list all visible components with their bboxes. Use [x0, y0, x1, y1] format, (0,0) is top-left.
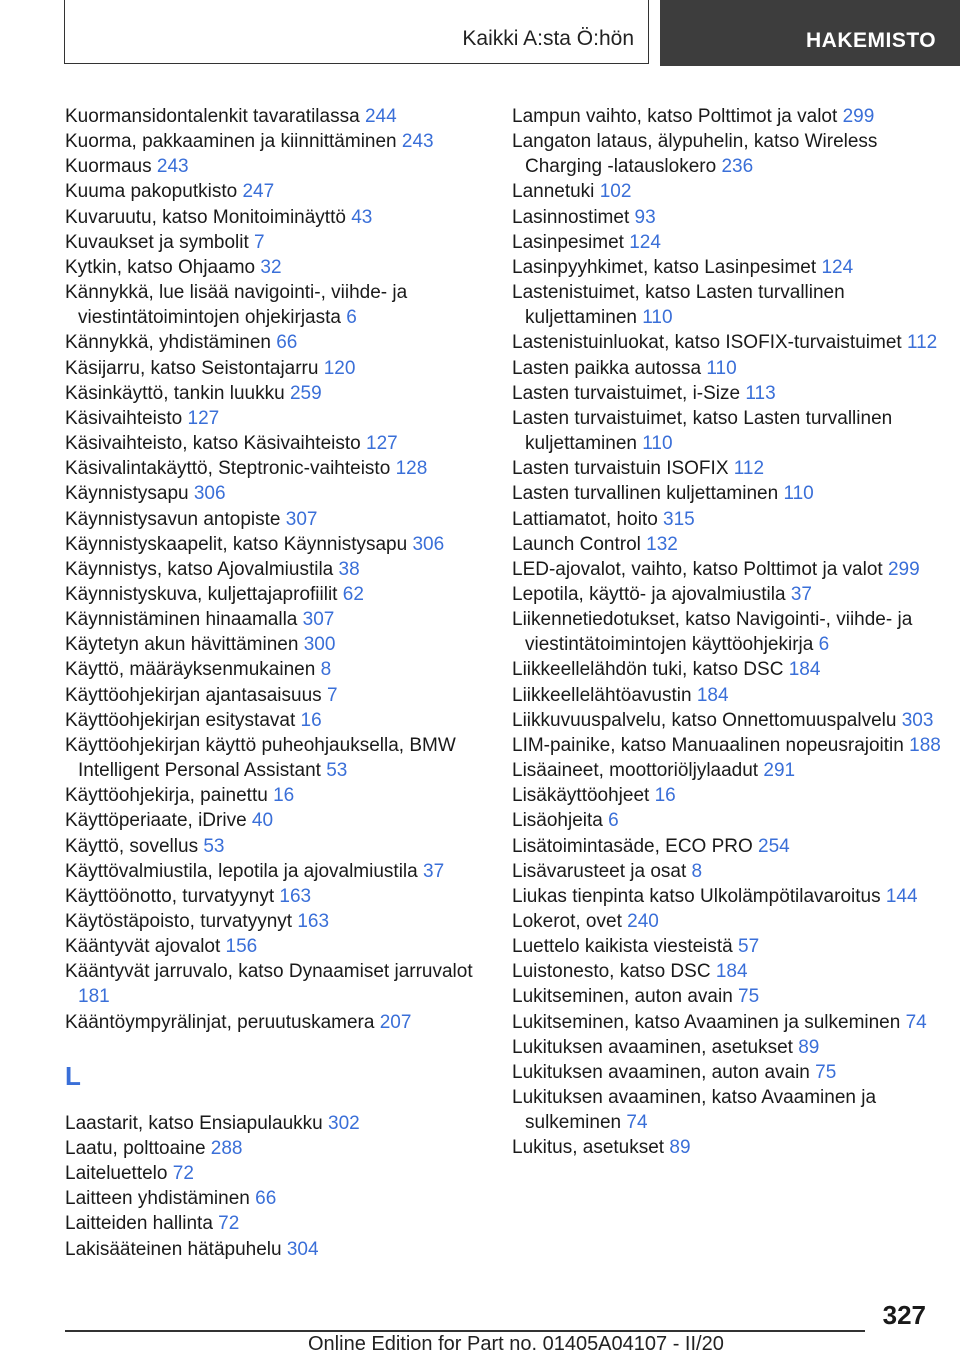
index-entry-term: Luettelo kaikista viesteistä: [512, 936, 739, 958]
index-entry-term: Kuuma pakoputkisto: [65, 181, 243, 203]
index-entry: [65, 280, 495, 330]
index-entry-term: Käyttöperiaate, iDrive: [65, 810, 252, 832]
index-entry-term: Kytkin, katso Ohjaamo: [65, 256, 261, 278]
index-entry: [65, 1211, 495, 1236]
page-reference-link[interactable]: 163: [279, 885, 312, 907]
page-reference-link[interactable]: 156: [225, 936, 258, 958]
index-entry-term: Käyttövalmiustila, lepotila ja ajovalmiustila: [65, 860, 423, 882]
page-reference-link[interactable]: 244: [364, 106, 397, 127]
index-entry-term: Käynnistys, katso Ajovalmiustila: [65, 558, 339, 580]
page-reference-link[interactable]: 240: [627, 911, 659, 932]
index-entry-term: Lukitseminen, katso Avaaminen ja sulkeminen: [512, 1011, 906, 1033]
index-entry-term: Käsivalintakäyttö, Steptronic-vaihteisto: [65, 458, 396, 480]
index-entry-term: Lisäkäyttöohjeet: [512, 785, 655, 807]
page-reference-link[interactable]: 184: [696, 684, 729, 706]
index-entry: [65, 1161, 495, 1186]
index-entry: [65, 884, 495, 909]
index-entry-term: Lampun vaihto, katso Polttimot ja valot: [512, 106, 843, 127]
page-reference-link[interactable]: 110: [783, 483, 814, 505]
page-reference-link[interactable]: 307: [302, 609, 335, 631]
index-entry: [65, 330, 495, 355]
index-entry-term: Lisätoimintasäde, ECO PRO: [512, 835, 759, 857]
index-entry-term: Käyttöohjekirja, painettu: [65, 785, 274, 807]
index-entry-term: Käynnistäminen hinaamalla: [65, 609, 303, 631]
index-entry: [512, 205, 942, 230]
index-entry-term: Käyttöohjekirjan esitystavat: [65, 709, 301, 731]
index-entry-term: Laatu, polttoaine: [65, 1137, 211, 1159]
index-entry-term: LED-ajovalot, vaihto, katso Polttimot ja valot: [512, 558, 888, 580]
index-entry-term: Langaton lataus, älypuhelin, katso Wireless Charging -latauslokero: [512, 131, 878, 178]
index-entry: [65, 632, 495, 657]
page-reference-link[interactable]: 75: [738, 986, 760, 1008]
index-entry: [512, 406, 942, 456]
page-reference-link[interactable]: 124: [629, 231, 661, 253]
page-reference-link[interactable]: 53: [203, 835, 225, 857]
index-entry-term: Kääntöympyrälinjat, peruutuskamera: [65, 1011, 380, 1033]
page-reference-link[interactable]: 163: [297, 911, 330, 932]
index-entry: [65, 406, 495, 431]
index-entry-term: Lasten turvaistuimet, i-Size: [512, 382, 746, 404]
index-entry-term: Lukituksen avaaminen, asetukset: [512, 1036, 799, 1058]
index-entry: [65, 431, 495, 456]
page-reference-link[interactable]: 184: [715, 961, 748, 983]
index-entry-term: Käytetyn akun hävittäminen: [65, 634, 304, 656]
page-reference-link[interactable]: 62: [342, 583, 364, 605]
index-entry: [65, 934, 495, 959]
page-reference-link[interactable]: 16: [300, 709, 322, 731]
index-entry: [512, 808, 942, 833]
page-reference-link[interactable]: 7: [326, 684, 338, 706]
index-entry-term: Lattiamatot, hoito: [512, 508, 664, 530]
index-entry: [512, 909, 942, 934]
entry-list-k: [65, 104, 495, 1035]
page-reference-link[interactable]: 243: [401, 131, 434, 153]
page-reference-link[interactable]: 113: [745, 382, 776, 404]
index-entry: [65, 129, 495, 154]
index-entry: [512, 507, 942, 532]
page-reference-link[interactable]: 315: [663, 508, 695, 530]
page-reference-link[interactable]: 307: [285, 508, 318, 530]
index-entry: [512, 381, 942, 406]
index-entry-term: Lasten turvaistuimet, katso Lasten turvallinen kuljettaminen: [512, 407, 893, 455]
index-entry-term: Käyttöönotto, turvatyynyt: [65, 885, 280, 907]
index-entry: [512, 1060, 942, 1085]
index-entry-term: Lannetuki: [512, 181, 600, 203]
index-entry: [512, 532, 942, 557]
entry-list-l: [65, 1111, 495, 1262]
page-reference-link[interactable]: 303: [901, 709, 934, 731]
page-reference-link[interactable]: 128: [395, 458, 428, 480]
index-entry: [512, 356, 942, 381]
index-entry-term: Lukitseminen, auton avain: [512, 986, 739, 1008]
index-entry: [512, 984, 942, 1009]
page-reference-link[interactable]: 66: [255, 1188, 277, 1210]
index-tab-label: HAKEMISTO: [806, 29, 937, 52]
index-entry: [65, 959, 495, 1009]
index-entry-term: Liikkeellelähdön tuki, katso DSC: [512, 659, 789, 681]
page-reference-link[interactable]: 89: [798, 1036, 820, 1058]
index-entry: [65, 255, 495, 280]
index-entry: [65, 456, 495, 481]
index-entry-term: Lasten paikka autossa: [512, 357, 707, 379]
page-reference-link[interactable]: 112: [906, 332, 938, 354]
index-entry-term: Lastenistuimet, katso Lasten turvallinen kuljettaminen: [512, 282, 845, 329]
index-tab[interactable]: [660, 0, 960, 66]
index-entry: [512, 884, 942, 909]
page-reference-link[interactable]: 89: [669, 1137, 691, 1159]
index-entry-term: Lisäohjeita: [512, 810, 609, 832]
page-reference-link[interactable]: 6: [818, 634, 830, 656]
index-entry: [65, 733, 495, 783]
index-column-left: [65, 104, 495, 1262]
index-entry-term: Lastenistuinluokat, katso ISOFIX-turvaistuimet: [512, 332, 907, 354]
page-reference-link[interactable]: 306: [193, 483, 226, 505]
page-reference-link[interactable]: 247: [242, 181, 275, 203]
index-entry: [65, 657, 495, 682]
index-entry: [512, 1085, 942, 1135]
index-entry-term: Lukitus, asetukset: [512, 1137, 670, 1159]
index-entry: [65, 808, 495, 833]
index-entry: [512, 582, 942, 607]
index-entry-term: Lasten turvallinen kuljettaminen: [512, 483, 784, 505]
index-entry: [512, 959, 942, 984]
index-entry-term: Launch Control: [512, 533, 647, 555]
page-reference-link[interactable]: 110: [642, 307, 673, 329]
index-entry-term: Kääntyvät ajovalot: [65, 936, 226, 958]
page-reference-link[interactable]: 6: [346, 307, 357, 329]
page-reference-link[interactable]: 8: [691, 860, 703, 882]
index-entry-term: Lisäaineet, moottoriöljylaadut: [512, 760, 764, 782]
index-entry: [512, 1135, 942, 1160]
index-entry-term: Lasten turvaistuin ISOFIX: [512, 458, 734, 480]
index-entry-term: Laitteen yhdistäminen: [65, 1188, 256, 1210]
page-reference-link[interactable]: 112: [733, 458, 765, 480]
page-reference-link[interactable]: 57: [738, 936, 760, 958]
section-tab[interactable]: [64, 0, 649, 64]
page-reference-link[interactable]: 254: [758, 835, 790, 857]
page-reference-link[interactable]: 110: [706, 357, 737, 379]
index-entry: [512, 1035, 942, 1060]
index-entry-term: Kuorma, pakkaaminen ja kiinnittäminen: [65, 131, 402, 153]
page-reference-link[interactable]: 75: [815, 1061, 837, 1083]
page-reference-link[interactable]: 8: [320, 659, 332, 681]
index-entry-term: Luistonesto, katso DSC: [512, 961, 716, 983]
index-entry: [65, 1111, 495, 1136]
index-column-right: [512, 104, 942, 1161]
page-reference-link[interactable]: 53: [326, 760, 348, 782]
index-entry: [512, 859, 942, 884]
page-reference-link[interactable]: 299: [887, 558, 920, 580]
index-entry-term: Lukituksen avaaminen, katso Avaaminen ja sulkeminen: [512, 1087, 877, 1134]
page-reference-link[interactable]: 132: [646, 533, 678, 555]
index-entry: [65, 179, 495, 204]
page-reference-link[interactable]: 127: [366, 433, 398, 455]
page-reference-link[interactable]: 16: [273, 785, 295, 807]
index-entry: [65, 205, 495, 230]
page-reference-link[interactable]: 207: [379, 1011, 412, 1033]
page-reference-link[interactable]: 6: [608, 810, 619, 832]
page-reference-link[interactable]: 72: [172, 1163, 194, 1185]
index-entry-term: Käsinkäyttö, tankin luukku: [65, 382, 290, 404]
index-entry-term: Käynnistysapu: [65, 483, 194, 505]
page-header: [0, 0, 960, 66]
page-reference-link[interactable]: 188: [909, 734, 941, 756]
index-entry-term: Lasinpesimet: [512, 231, 630, 253]
index-entry: [65, 1186, 495, 1211]
page-reference-link[interactable]: 288: [210, 1137, 243, 1159]
index-entry-term: Liukas tienpinta katso Ulkolämpötilavaroitus: [512, 885, 886, 907]
index-entry: [512, 607, 942, 657]
index-entry: [65, 834, 495, 859]
page-reference-link[interactable]: 124: [821, 256, 854, 278]
index-entry: [512, 1010, 942, 1035]
page-reference-link[interactable]: 302: [328, 1112, 360, 1134]
index-entry-term: Liikkuvuuspalvelu, katso Onnettomuuspalvelu: [512, 709, 902, 731]
page-reference-link[interactable]: 102: [599, 181, 632, 203]
index-entry-term: Käyttö, määräyksenmukainen: [65, 659, 321, 681]
page-reference-link[interactable]: 110: [642, 433, 673, 455]
index-entry-term: Laastarit, katso Ensiapulaukku: [65, 1112, 328, 1134]
index-entry: [512, 783, 942, 808]
footer-edition: Online Edition for Part no. 01405A04107 - II/20: [308, 1333, 724, 1355]
index-entry-term: Käsijarru, katso Seistontajarru: [65, 357, 324, 379]
index-entry-term: Kännykkä, lue lisää navigointi-, viihde- ja viestintätoimintojen ohjekirjasta: [65, 282, 408, 329]
entry-list-l-continued: [512, 104, 942, 1161]
page-reference-link[interactable]: 7: [254, 231, 265, 253]
index-entry-term: Lasinnostimet: [512, 206, 635, 228]
index-entry-term: Lepotila, käyttö- ja ajovalmiustila: [512, 583, 791, 605]
index-entry: [512, 255, 942, 280]
index-entry: [65, 104, 495, 129]
index-entry: [65, 230, 495, 255]
index-entry-term: Liikennetiedotukset, katso Navigointi-, viihde- ja viestintätoimintojen käyttöohjekirja: [512, 609, 913, 656]
index-entry: [65, 381, 495, 406]
index-entry: [512, 330, 942, 355]
index-entry-term: Kuormansidontalenkit tavaratilassa: [65, 106, 365, 127]
index-entry: [65, 683, 495, 708]
index-entry: [512, 230, 942, 255]
index-entry-term: Käytöstäpoisto, turvatyynyt: [65, 911, 298, 932]
index-entry-term: Kännykkä, yhdistäminen: [65, 332, 277, 354]
page-reference-link[interactable]: 299: [842, 106, 875, 127]
index-entry-term: Lokerot, ovet: [512, 911, 628, 932]
index-entry: [65, 783, 495, 808]
page-reference-link[interactable]: 184: [788, 659, 821, 681]
index-entry: [65, 1237, 495, 1262]
index-entry-term: Lukituksen avaaminen, auton avain: [512, 1061, 816, 1083]
index-entry-term: Kuvaukset ja symbolit: [65, 231, 255, 253]
index-entry-term: Käyttö, sovellus: [65, 835, 204, 857]
index-entry: [512, 683, 942, 708]
page-reference-link[interactable]: 40: [251, 810, 274, 832]
footer-divider: [65, 1330, 865, 1332]
index-entry-term: Laitteiden hallinta: [65, 1213, 219, 1235]
index-entry: [65, 557, 495, 582]
index-entry-term: Käynnistyskuva, kuljettajaprofiilit: [65, 583, 343, 605]
index-entry: [65, 1010, 495, 1035]
index-entry-term: Käsivaihteisto, katso Käsivaihteisto: [65, 433, 366, 455]
index-entry: [512, 708, 942, 733]
index-entry: [512, 834, 942, 859]
index-entry: [512, 481, 942, 506]
page-reference-link[interactable]: 144: [885, 885, 918, 907]
index-entry-term: Lisävarusteet ja osat: [512, 860, 692, 882]
page-reference-link[interactable]: 120: [323, 357, 356, 379]
page-reference-link[interactable]: 304: [286, 1238, 319, 1260]
index-entry-term: Kääntyvät jarruvalo, katso Dynaamiset jarruvalot: [65, 961, 473, 983]
index-entry: [65, 154, 495, 179]
index-entry: [65, 859, 495, 884]
index-entry: [512, 758, 942, 783]
index-entry: [512, 179, 942, 204]
index-entry-term: Lasinpyyhkimet, katso Lasinpesimet: [512, 256, 822, 278]
index-entry-term: Käsivaihteisto: [65, 407, 188, 429]
index-entry: [65, 1136, 495, 1161]
section-letter-l: L: [65, 1060, 81, 1091]
index-entry: [65, 532, 495, 557]
page-reference-link[interactable]: 66: [276, 332, 298, 354]
index-entry: [65, 481, 495, 506]
index-entry: [65, 582, 495, 607]
index-entry: [512, 557, 942, 582]
index-entry-term: Käyttöohjekirjan käyttö puheohjauksella, BMW Intelligent Personal Assistant: [65, 734, 456, 782]
index-entry-term: Lakisääteinen hätäpuhelu: [65, 1238, 287, 1260]
index-entry-term: Käynnistyskaapelit, katso Käynnistysapu: [65, 533, 413, 555]
page-number: 327: [882, 1300, 926, 1330]
index-entry-term: Kuvaruutu, katso Monitoiminäyttö: [65, 206, 352, 228]
index-entry-term: Laiteluettelo: [65, 1163, 173, 1185]
index-entry: [512, 129, 942, 179]
index-entry: [512, 456, 942, 481]
index-entry: [65, 607, 495, 632]
page-reference-link[interactable]: 32: [260, 256, 282, 278]
index-entry: [512, 934, 942, 959]
page-reference-link[interactable]: 72: [218, 1213, 240, 1235]
page-reference-link[interactable]: 37: [790, 583, 812, 605]
page-reference-link[interactable]: 74: [626, 1112, 648, 1134]
page-reference-link[interactable]: 37: [423, 860, 445, 882]
index-entry: [512, 104, 942, 129]
index-entry: [65, 356, 495, 381]
page-reference-link[interactable]: 38: [338, 558, 360, 580]
page-reference-link[interactable]: 181: [78, 986, 110, 1008]
page-reference-link[interactable]: 93: [634, 206, 656, 228]
index-entry: [512, 657, 942, 682]
index-entry: [512, 733, 942, 758]
section-tab-label: Kaikki A:sta Ö:hön: [462, 27, 634, 50]
page-reference-link[interactable]: 74: [905, 1011, 927, 1033]
page-reference-link[interactable]: 259: [289, 382, 322, 404]
index-entry: [65, 708, 495, 733]
index-entry: [65, 507, 495, 532]
index-entry: [65, 909, 495, 934]
page-reference-link[interactable]: 127: [187, 407, 220, 429]
page-reference-link[interactable]: 300: [303, 634, 336, 656]
index-entry-term: Käynnistysavun antopiste: [65, 508, 286, 530]
index-entry-term: LIM-painike, katso Manuaalinen nopeusrajoitin: [512, 734, 910, 756]
index-entry-term: Käyttöohjekirjan ajantasaisuus: [65, 684, 327, 706]
index-entry-term: Liikkeellelähtöavustin: [512, 684, 697, 706]
page-reference-link[interactable]: 43: [351, 206, 373, 228]
index-entry: [512, 280, 942, 330]
page-reference-link[interactable]: 243: [156, 156, 189, 178]
page-reference-link[interactable]: 16: [654, 785, 676, 807]
page-reference-link[interactable]: 291: [763, 760, 796, 782]
index-entry-term: Kuormaus: [65, 156, 157, 178]
page-reference-link[interactable]: 236: [721, 156, 754, 178]
page-reference-link[interactable]: 306: [412, 533, 445, 555]
